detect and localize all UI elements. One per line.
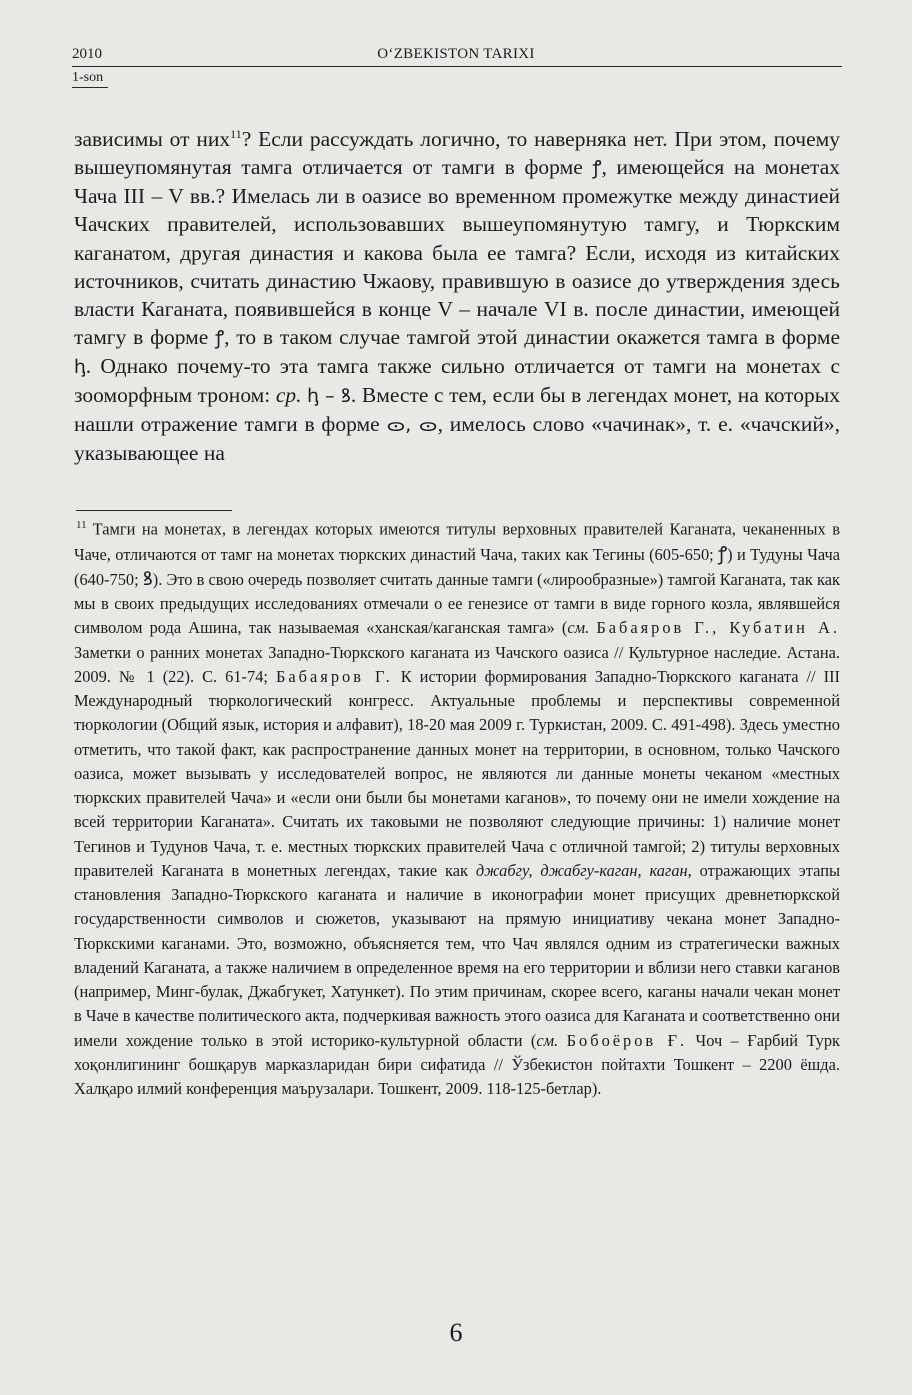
see-abbreviation: см. [536,1030,559,1050]
footnote-text-segment: Тамги на монетах, в легендах которых имеются титулы верховных правителей Каганата, чеканенных в Чаче, отличаются от тамг на монетах тюркских династий Чача, таких как Тегины (605-650; [74,519,840,564]
footnote-reference: 11 [230,127,242,141]
body-text-segment: зависимы от них [74,127,231,152]
footnote-text-segment: К истории формирования Западно-Тюркского каганата // III Международный тюркологический конгресс. Актуальные проблемы и перспективы современной тюркологии (Общий язык, история и алфавит), 18-20 мая 2009 г. Туркистан, 2009. С. 491-498). Здесь уместно отметить, что такой факт, как распространение данных монет на территории, в основном, только Чачского оазиса, может вызывать у исследователей вопрос, не являются ли данные монеты чеканом «местных тюркских правителей Чача» и «если они были бы монетами каганов», то почему они не имели хождение на всей территории Каганата». Считать их таковыми не позволяют следующие причины: 1) наличие монет Тегинов и Тудунов Чача, т. е. местных тюркских правителей Чача с отличной тамгой; 2) титулы верховных правителей Каганата в монетных легендах, такие как [74,666,840,880]
tamga-comparison-icon: ꞕ – ꝸ [307,385,351,407]
footnote-number: 11 [76,519,87,531]
issue-underline [72,87,108,88]
footnote [74,513,840,1101]
see-abbreviation: см. [567,618,590,638]
tamga-symbol-icon: ꝭ [718,542,728,565]
tamga-symbol-icon: ꝸ [142,567,153,590]
tamga-symbol-icon: ꞕ [74,355,86,378]
footnote-text-segment: Чоч – Ғарбий Турк хоқонлигининг бошқарув марказларидан бири сифатида // Ўзбекистон пойтахти Тошкент – 2200 ёшда. Халқаро илмий конференция маърузалари. Тошкент, 2009. 118-125-бетлар). [74,1030,840,1099]
footnote-text-segment: , отражающих этапы становления Западно-Тюркского каганата и наличие в иконографии монет присущих древнетюркской государственности символов и сюжетов, указывают на прямую инициативу чекана монет Западно-Тюркскими каганами. Это, возможно, объясняется тем, что Чач являлся одним из стратегически важных владений Каганата, а также наличием в определенное время на его территории и вблизи него ставки каганов (например, Минг-булак, Джабгукет, Хатункет). По этим причинам, скорее всего, каганы начали чекан монет в Чаче в качестве политического акта, подчеркивая важность этого оазиса для Каганата и соответственно они имели хождение только в этой историко-культурной области ( [74,860,840,1050]
page-number: 6 [449,1318,463,1347]
author-name: Бобоёров Ғ. [566,1030,688,1050]
body-text-segment: , имелось слово «чачинак», т. е. «чачский», указывающее на [74,412,840,466]
body-text-segment: . Однако почему-то эта тамга также сильно отличается от тамги на монетах с зооморфным троном: [74,353,840,407]
body-text-segment: , имеющейся на монетах Чача III – V вв.? Имелась ли в оазисе во временном промежутке между династией Чачских правителей, использовавших вышеупомянутую тамгу, и Тюркским каганатом, другая династия и какова была ее тамга? Если, исходя из китайских источников, считать династию Чжаову, правившую в оазисе до утверждения здесь власти Каганата, появившейся в конце V – начале VI в. после династии, имеющей тамгу в форме [74,155,841,349]
body-paragraph [74,120,840,467]
tamga-symbol-icon: ꝭ [215,326,225,349]
author-name: Бабаяров Г., Кубатин А. [596,618,841,638]
footnote-text-segment: ) и Тудуны Чача (640-750; [74,544,840,589]
tamga-symbol-icon: ꝭ [592,157,602,180]
author-name: Бабаяров Г. [275,666,393,686]
body-text-segment: , то в таком случае тамгой этой династии окажется тамга в форме [224,324,841,349]
body-text-segment: . Вместе с тем, если бы в легендах монет, на которых нашли отражение тамги в форме [74,383,840,437]
header-rule [72,66,842,67]
footnote-text-segment: Заметки о ранних монетах Западно-Тюркского каганата из Чачского оазиса // Культурное наследие. Астана. 2009. № 1 (22). С. 61-74; [74,642,840,686]
compare-abbreviation: ср. [275,383,302,407]
header-issue: 1-son [72,70,104,85]
footnote-separator [76,510,232,511]
footnote-text-segment: ). Это в свою очередь позволяет считать данные тамги («лирообразные») тамгой Каганата, так как мы в своих предыдущих исследованиях отмечали о ее генезисе от тамги в виде горного козла, являвшейся символом рода Ашина, так называемая «ханская/каганская тамга» ( [74,569,840,638]
titles-italic: джабгу, джабгу-каган, каган [475,860,688,880]
journal-title: O‘ZBEKISTON TARIXI [377,46,535,62]
tamga-symbol-icon: ᯣ, ᯣ [386,414,438,437]
header-year: 2010 [72,46,102,62]
body-text-segment: ? Если рассуждать логично, то наверняка нет. При этом, почему вышеупомянутая тамга отличается от тамги в форме [74,127,840,180]
